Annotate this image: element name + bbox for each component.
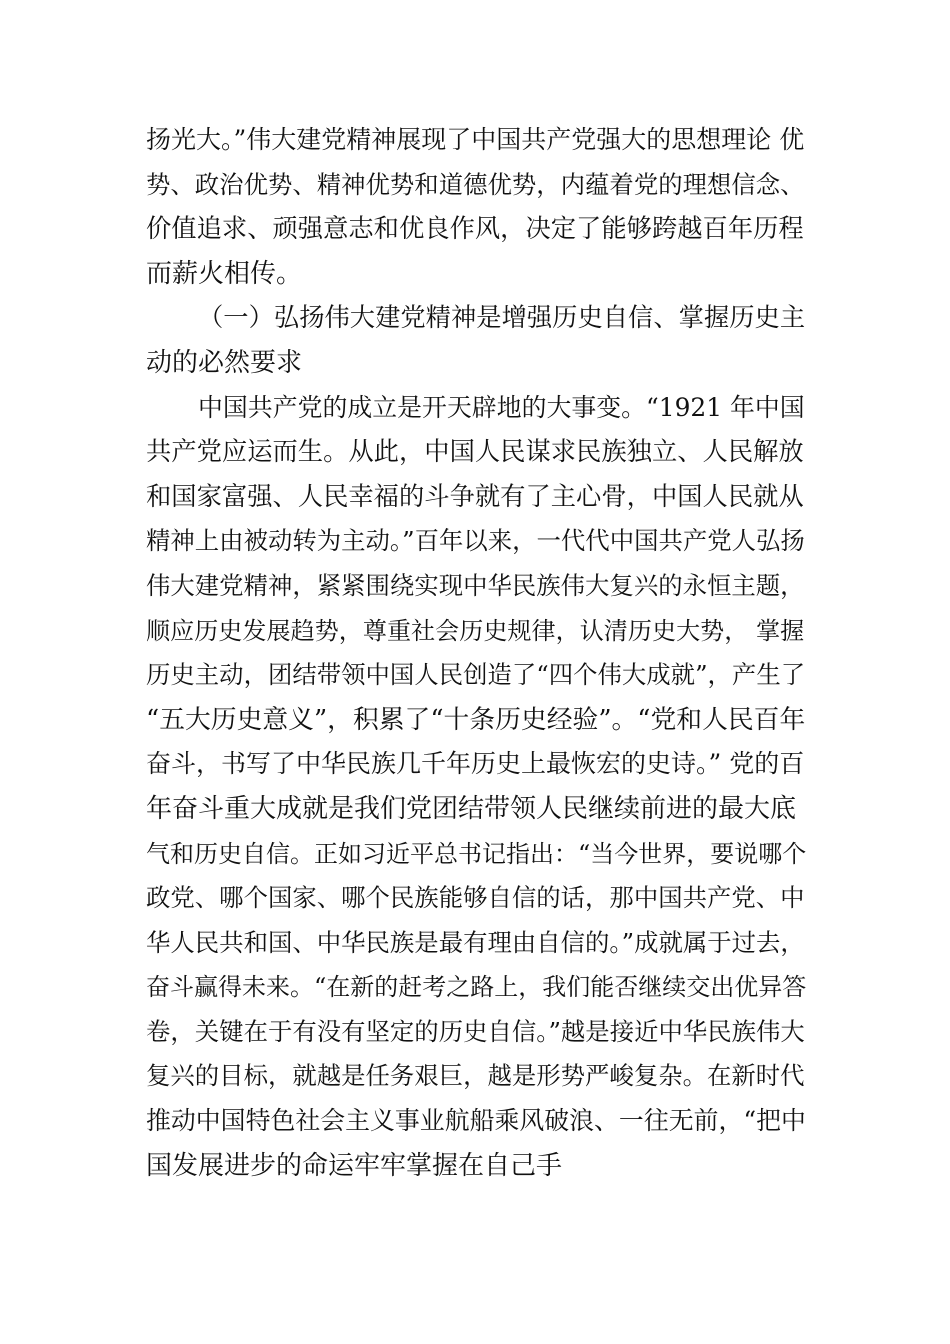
text-line: 伟大建党精神，紧紧围绕实现中华民族伟大复兴的永恒主题，: [146, 570, 805, 600]
text-line: 奋斗，书写了中华民族几千年历史上最恢宏的史诗。” 党的百: [146, 749, 805, 779]
text-line: 精神上由被动转为主动。”百年以来，一代代中国共产党人弘扬: [146, 526, 805, 556]
text-line: 势、政治优势、精神优势和道德优势，内蕴着党的理想信念、: [146, 169, 805, 199]
text-line: 共产党应运而生。从此，中国人民谋求民族独立、人民解放: [146, 437, 804, 467]
text-line: 推动中国特色社会主义事业航船乘风破浪、一往无前，“把中: [146, 1106, 806, 1136]
text-line: 而薪火相传。: [146, 258, 303, 289]
text-line: “五大历史意义”，积累了“十条历史经验”。“党和人民百年: [146, 704, 806, 735]
text-line: （一）弘扬伟大建党精神是增强历史自信、掌握历史主: [198, 303, 806, 333]
text-line: 动的必然要求: [146, 347, 303, 378]
text-line: 和国家富强、人民幸福的斗争就有了主心骨，中国人民就从: [146, 481, 804, 511]
text-line: 复兴的目标，就越是任务艰巨，越是形势严峻复杂。在新时代: [146, 1061, 805, 1091]
body-text: [146, 118, 806, 1188]
text-line: 国发展进步的命运牢牢掌握在自己手: [146, 1150, 563, 1181]
text-line: 气和历史自信。正如习近平总书记指出：“当今世界，要说哪个: [146, 839, 807, 868]
text-line: 年奋斗重大成就是我们党团结带领人民继续前进的最大底: [146, 793, 797, 824]
text-line: 奋斗赢得未来。“在新的赶考之路上，我们能否继续交出优异答: [146, 973, 807, 1002]
text-line: 政党、哪个国家、哪个民族能够自信的话，那中国共产党、中: [146, 883, 805, 913]
text-line: 中国共产党的成立是开天辟地的大事变。“1921 年中国: [198, 392, 805, 422]
text-line: 扬光大。”伟大建党精神展现了中国共产党强大的思想理论 优: [146, 125, 805, 154]
text-line: 顺应历史发展趋势，尊重社会历史规律，认清历史大势， 掌握: [146, 616, 805, 645]
text-line: 历史主动，团结带领中国人民创造了“四个伟大成就”，产生了: [146, 660, 806, 690]
text-line: 华人民共和国、中华民族是最有理由自信的。”成就属于过去，: [146, 927, 805, 957]
text-line: 卷，关键在于有没有坚定的历史自信。”越是接近中华民族伟大: [146, 1016, 805, 1046]
text-line: 价值追求、顽强意志和优良作风，决定了能够跨越百年历程: [146, 214, 804, 244]
